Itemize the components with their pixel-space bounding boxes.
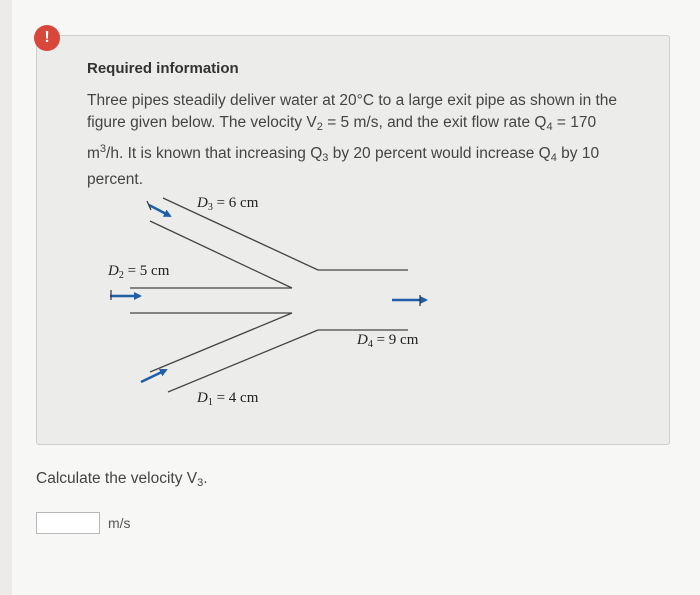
- d3-subscript: 3: [207, 202, 213, 213]
- subscript: 2: [316, 121, 323, 133]
- d1-label: [197, 390, 258, 408]
- text-part: by 20 percent would increase Q: [328, 145, 551, 162]
- d2-subscript: 2: [118, 270, 124, 281]
- d4-value: = 9 cm: [372, 332, 419, 348]
- text-part: = 170 m: [87, 114, 597, 162]
- superscript: 3: [99, 143, 107, 155]
- subscript: 4: [546, 121, 553, 133]
- pipe3-lower-wall: [150, 221, 292, 288]
- text-part: /h. It is known that increasing Q: [106, 145, 323, 162]
- info-heading: Required information: [87, 60, 239, 77]
- question-period: .: [203, 470, 208, 487]
- d1-value: = 4 cm: [212, 390, 259, 406]
- d4-subscript: 4: [367, 339, 373, 350]
- flow-arrow-3: [149, 205, 170, 216]
- d2-label: [108, 263, 169, 281]
- pipe1-upper-wall: [150, 313, 292, 372]
- d1-subscript: 1: [207, 397, 213, 408]
- question-prompt: [36, 470, 208, 489]
- d4-symbol: D: [357, 332, 368, 348]
- question-subscript: 3: [197, 477, 204, 489]
- d2-symbol: D: [108, 263, 119, 279]
- text-part: by 10 percent.: [87, 145, 600, 188]
- unit-label: m/s: [108, 515, 131, 531]
- flow-arrow-1: [141, 370, 166, 382]
- d1-symbol: D: [197, 390, 208, 406]
- text-part: Three pipes steadily deliver water at 20°C to a large exit pipe as shown in the figure given below. The velocity V: [87, 92, 618, 131]
- answer-input[interactable]: [36, 512, 100, 534]
- subscript: 3: [322, 152, 329, 164]
- alert-icon: !: [34, 25, 60, 51]
- d2-value: = 5 cm: [123, 263, 170, 279]
- d3-symbol: D: [197, 195, 208, 211]
- text-part: = 5 m/s, and the exit flow rate Q: [322, 114, 547, 131]
- pipe1-lower-wall: [168, 330, 318, 392]
- d3-label: [197, 195, 258, 213]
- subscript: 4: [550, 152, 557, 164]
- d3-value: = 6 cm: [212, 195, 259, 211]
- question-text: Calculate the velocity V: [36, 470, 198, 487]
- d4-label: [357, 332, 418, 350]
